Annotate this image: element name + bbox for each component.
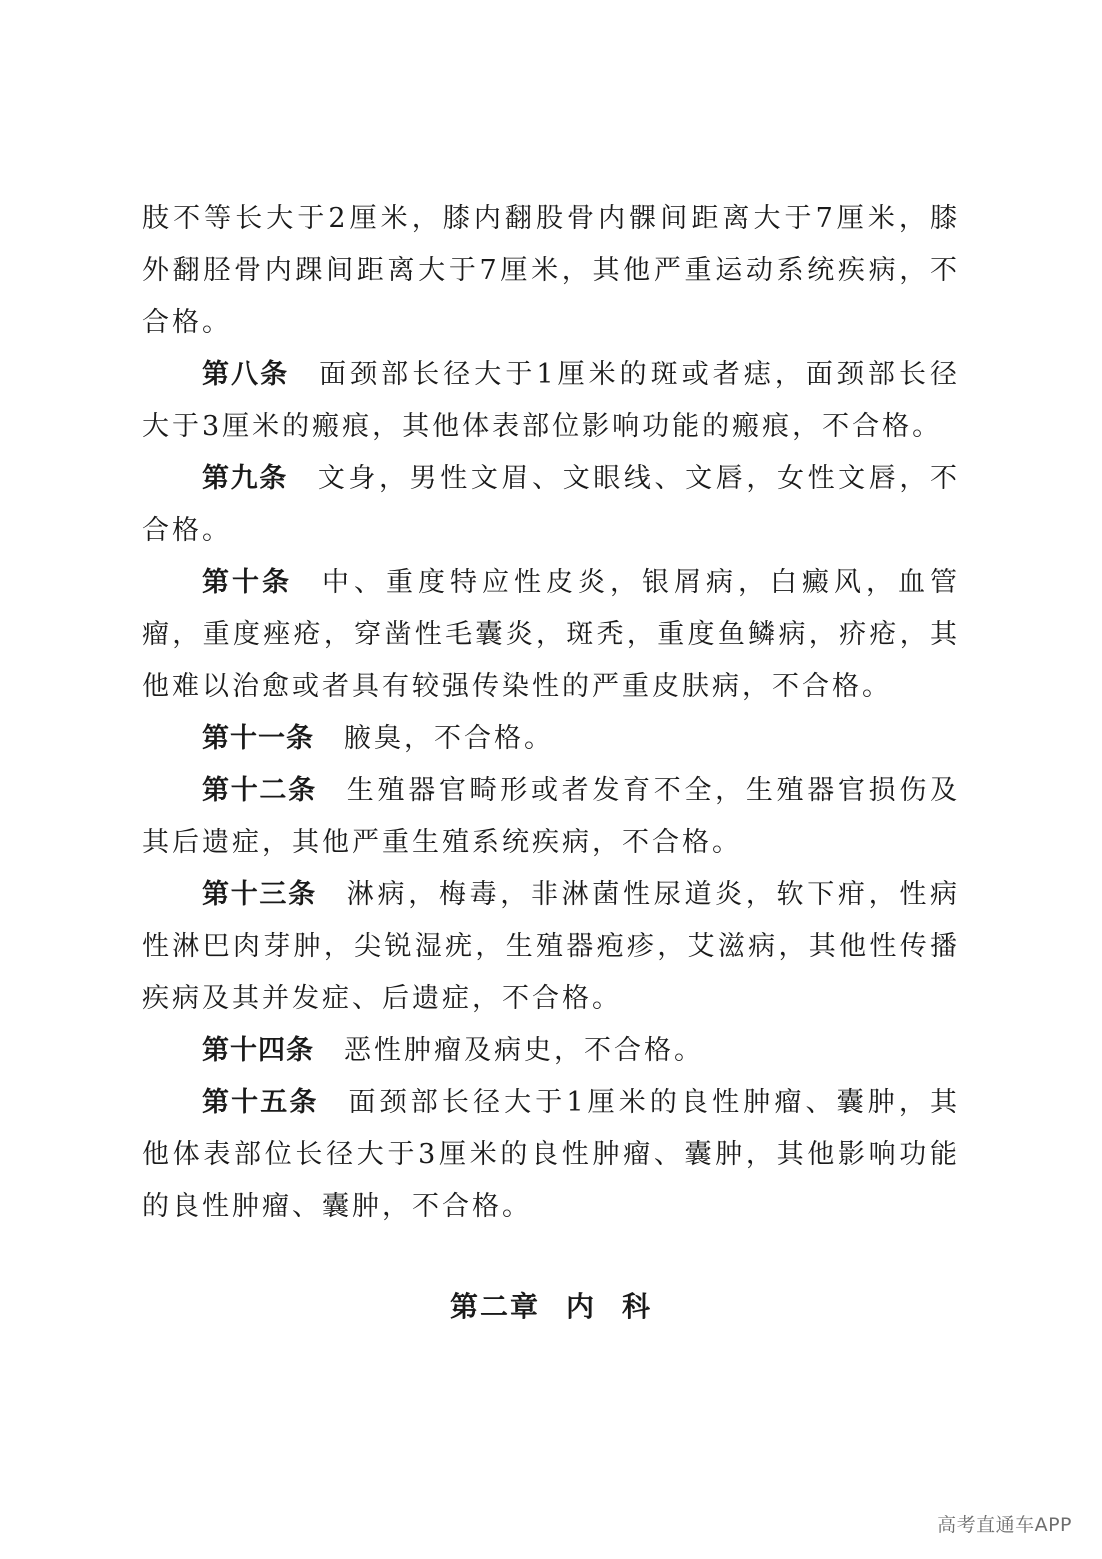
article-text: 生殖器官畸形或者发育不全，生殖器官损伤及其后遗症，其他严重生殖系统疾病，不合格。 xyxy=(142,775,961,858)
chapter-heading xyxy=(0,1285,1102,1325)
article-9 xyxy=(142,453,960,557)
article-13 xyxy=(142,869,960,1025)
article-11 xyxy=(142,713,960,765)
article-label: 第十三条 xyxy=(202,879,317,910)
article-8 xyxy=(142,349,960,453)
article-label: 第十一条 xyxy=(202,723,314,754)
chapter-title-char-1: 内 xyxy=(565,1290,596,1323)
document-body xyxy=(142,193,960,1233)
continuation-paragraph: 肢不等长大于2厘米，膝内翻股骨内髁间距离大于7厘米，膝外翻胫骨内踝间距离大于7厘米，其他严重运动系统疾病，不合格。 xyxy=(142,203,960,338)
article-label: 第十五条 xyxy=(202,1087,319,1118)
article-12 xyxy=(142,765,960,869)
chapter-number: 第二章 xyxy=(449,1290,540,1323)
article-text: 淋病，梅毒，非淋菌性尿道炎，软下疳，性病性淋巴肉芽肿，尖锐湿疣，生殖器疱疹，艾滋病，其他性传播疾病及其并发症、后遗症，不合格。 xyxy=(142,879,961,1014)
article-label: 第八条 xyxy=(202,359,290,390)
article-text: 面颈部长径大于1厘米的斑或者痣，面颈部长径大于3厘米的瘢痕，其他体表部位影响功能的瘢痕，不合格。 xyxy=(142,359,960,442)
chapter-title-char-2: 科 xyxy=(622,1290,653,1323)
article-text: 恶性肿瘤及病史，不合格。 xyxy=(344,1035,704,1066)
article-text: 面颈部长径大于1厘米的良性肿瘤、囊肿，其他体表部位长径大于3厘米的良性肿瘤、囊肿，其他影响功能的良性肿瘤、囊肿，不合格。 xyxy=(142,1087,961,1222)
article-label: 第十四条 xyxy=(202,1035,314,1066)
article-label: 第十二条 xyxy=(202,775,317,806)
article-label: 第十条 xyxy=(202,567,292,598)
article-text: 腋臭，不合格。 xyxy=(344,723,554,754)
article-text: 文身，男性文眉、文眼线、文唇，女性文唇，不合格。 xyxy=(142,463,961,546)
article-10 xyxy=(142,557,960,713)
article-14 xyxy=(142,1025,960,1077)
article-text: 中、重度特应性皮炎，银屑病，白癜风，血管瘤，重度痤疮，穿凿性毛囊炎，斑秃，重度鱼鳞病，疥疮，其他难以治愈或者具有较强传染性的严重皮肤病，不合格。 xyxy=(142,567,960,702)
app-watermark: 高考直通车APP xyxy=(937,1514,1072,1536)
article-label: 第九条 xyxy=(202,463,288,494)
article-15 xyxy=(142,1077,960,1233)
